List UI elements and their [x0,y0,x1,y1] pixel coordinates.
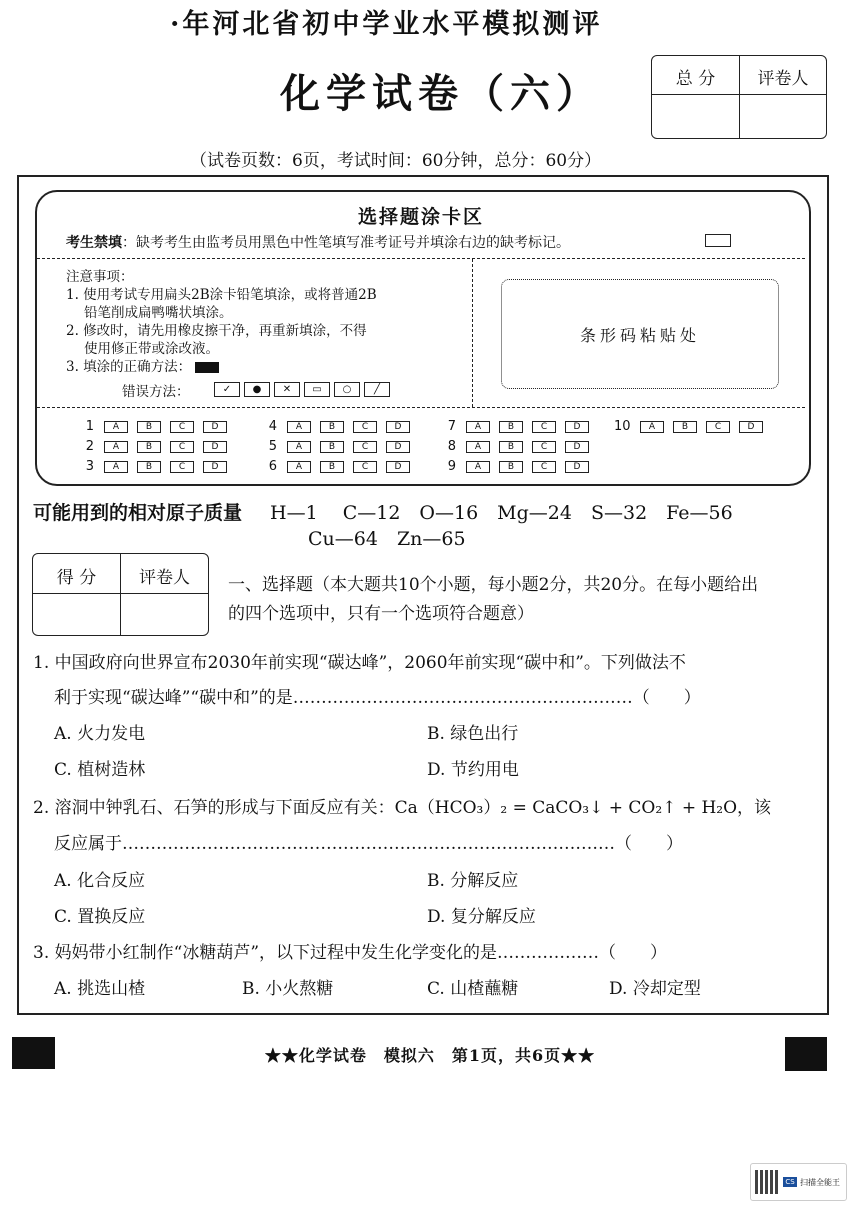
total-score-table [651,55,827,139]
barcode-area: 条形码粘贴处 [501,279,779,389]
bubble-d[interactable]: D [386,461,410,473]
answer-row [78,419,236,434]
question-1-stem: 1. 中国政府向世界宣布2030年前实现“碳达峰”，2060年前实现“碳中和”。下列做法不 [33,653,686,673]
examiner-only-note [66,232,570,252]
bubble-d[interactable]: D [203,441,227,453]
bubble-d[interactable]: D [386,441,410,453]
bubble-c[interactable]: C [353,461,377,473]
bubble-c[interactable]: C [170,441,194,453]
question-2-stem-cont: 反应属于……………………………………………………………………………（ ） [54,834,683,854]
bubble-a[interactable]: A [287,461,311,473]
question-3-stem: 3. 妈妈带小红制作“冰糖葫芦”，以下过程中发生化学变化的是………………（ ） [33,943,668,963]
divider [37,258,805,259]
divider [37,407,805,408]
notice-item: 1. 使用考试专用扁头2B涂卡铅笔填涂，或将普通2B [66,287,377,303]
bubble-b[interactable]: B [499,441,523,453]
bubble-b[interactable]: B [499,421,523,433]
question-number: 1 [85,419,94,434]
bubble-d[interactable]: D [565,441,589,453]
section-heading-line: 一、选择题（本大题共10个小题，每小题2分，共20分。在每小题给出 [228,575,759,595]
circle-mark-icon: ○ [334,382,360,397]
question-number: 5 [268,439,277,454]
bubble-b[interactable]: B [137,461,161,473]
answer-row [78,439,236,454]
bubble-a[interactable]: A [104,461,128,473]
bubble-b[interactable]: B [320,421,344,433]
answer-row [261,439,419,454]
scanner-logo: CS [783,1177,797,1187]
answer-row [78,459,236,474]
grader-header: 评卷人 [757,69,809,89]
correct-method-label: 3. 填涂的正确方法： [66,359,192,375]
bubble-c[interactable]: C [532,421,556,433]
bubble-c[interactable]: C [706,421,730,433]
wrong-method-samples [214,382,390,397]
answer-row [261,419,419,434]
question-number: 3 [85,459,94,474]
bubble-a[interactable]: A [466,421,490,433]
bubble-a[interactable]: A [466,461,490,473]
absent-mark-box[interactable] [705,234,731,247]
bubble-d[interactable]: D [203,461,227,473]
forbid-label: 考生禁填 [66,235,122,251]
bubble-a[interactable]: A [466,441,490,453]
answer-row [440,419,598,434]
q3-option-a: A. 挑选山楂 [54,979,146,999]
bubble-c[interactable]: C [532,461,556,473]
bubble-a[interactable]: A [104,421,128,433]
q3-option-b: B. 小火熬糖 [242,979,334,999]
question-number: 8 [447,439,456,454]
bubble-d[interactable]: D [739,421,763,433]
q2-option-a: A. 化合反应 [54,871,146,891]
bubble-b[interactable]: B [673,421,697,433]
notice-item: 使用修正带或涂改液。 [84,341,219,357]
answer-row [261,459,419,474]
q2-option-b: B. 分解反应 [427,871,519,891]
scanner-text: 扫描全能王 [800,1177,840,1187]
question-number: 10 [614,419,631,434]
section-grader-header: 评卷人 [139,568,190,588]
notice-item: 铅笔削成扁鸭嘴状填涂。 [84,305,233,321]
correct-fill-sample [195,362,219,373]
bubble-a[interactable]: A [104,441,128,453]
slash-mark-icon: ╱ [364,382,390,397]
question-number: 7 [447,419,456,434]
bubble-a[interactable]: A [287,441,311,453]
question-2-stem: 2. 溶洞中钟乳石、石笋的形成与下面反应有关：Ca（HCO₃）₂ = CaCO₃↓ + CO₂↑ + H₂O，该 [33,798,772,818]
page-title: 化学试卷（六） [280,70,602,117]
notice-item [66,358,377,376]
bubble-b[interactable]: B [137,421,161,433]
bubble-a[interactable]: A [640,421,664,433]
q1-option-d: D. 节约用电 [427,760,519,780]
bubble-c[interactable]: C [532,441,556,453]
q3-option-c: C. 山楂蘸糖 [427,979,519,999]
notice-title: 注意事项： [66,269,134,285]
bubble-c[interactable]: C [170,421,194,433]
wrong-method-label: 错误方法： [122,384,190,400]
dot-mark-icon: ● [244,382,270,397]
answer-row [440,439,598,454]
answer-row [440,459,598,474]
atomic-masses-line1: H—1 C—12 O—16 Mg—24 S—32 Fe—56 [270,502,733,524]
bubble-d[interactable]: D [386,421,410,433]
bubble-b[interactable]: B [320,441,344,453]
section-score-table [32,553,209,636]
section-score-header: 得 分 [56,568,97,588]
exam-info: （试卷页数：6页，考试时间：60分钟，总分：60分） [190,151,602,171]
section-heading [228,571,818,629]
check-mark-icon: ✓ [214,382,240,397]
q3-option-d: D. 冷却定型 [609,979,701,999]
q2-option-c: C. 置换反应 [54,907,146,927]
question-number: 2 [85,439,94,454]
half-fill-mark-icon: ▭ [304,382,330,397]
bubble-b[interactable]: B [320,461,344,473]
bubble-d[interactable]: D [203,421,227,433]
qr-code-icon [755,1170,779,1194]
q2-option-d: D. 复分解反应 [427,907,536,927]
atomic-masses-label: 可能用到的相对原子质量 [33,502,243,524]
question-number: 9 [447,459,456,474]
forbid-text: ：缺考考生由监考员用黑色中性笔填写准考证号并填涂右边的缺考标记。 [122,235,570,251]
question-number: 4 [268,419,277,434]
q1-option-c: C. 植树造林 [54,760,146,780]
q1-option-a: A. 火力发电 [54,724,146,744]
atomic-masses-line2: Cu—64 Zn—65 [308,528,466,550]
bubble-d[interactable]: D [565,421,589,433]
divider [472,259,473,407]
notice-list [66,268,377,376]
scanner-watermark [750,1163,847,1201]
q1-option-b: B. 绿色出行 [427,724,519,744]
section-heading-line: 的四个选项中，只有一个选项符合题意） [228,604,534,624]
bubble-c[interactable]: C [353,421,377,433]
bubble-c[interactable]: C [170,461,194,473]
atomic-masses [33,498,733,525]
bubble-d[interactable]: D [565,461,589,473]
bubble-a[interactable]: A [287,421,311,433]
question-number: 6 [268,459,277,474]
bubble-b[interactable]: B [499,461,523,473]
question-1-stem-cont: 利于实现“碳达峰”“碳中和”的是……………………………………………………（ ） [54,688,701,708]
notice-item: 2. 修改时，请先用橡皮擦干净，再重新填涂，不得 [66,323,367,339]
bubble-b[interactable]: B [137,441,161,453]
total-score-header: 总 分 [675,69,716,89]
page-footer: ★★化学试卷 模拟六 第1页，共6页★★ [264,1046,596,1065]
answer-row [614,419,772,434]
answer-card-title: 选择题涂卡区 [357,206,484,228]
cross-mark-icon: ✕ [274,382,300,397]
bubble-c[interactable]: C [353,441,377,453]
exam-series-title: ·年河北省初中学业水平模拟测评 [170,9,603,40]
